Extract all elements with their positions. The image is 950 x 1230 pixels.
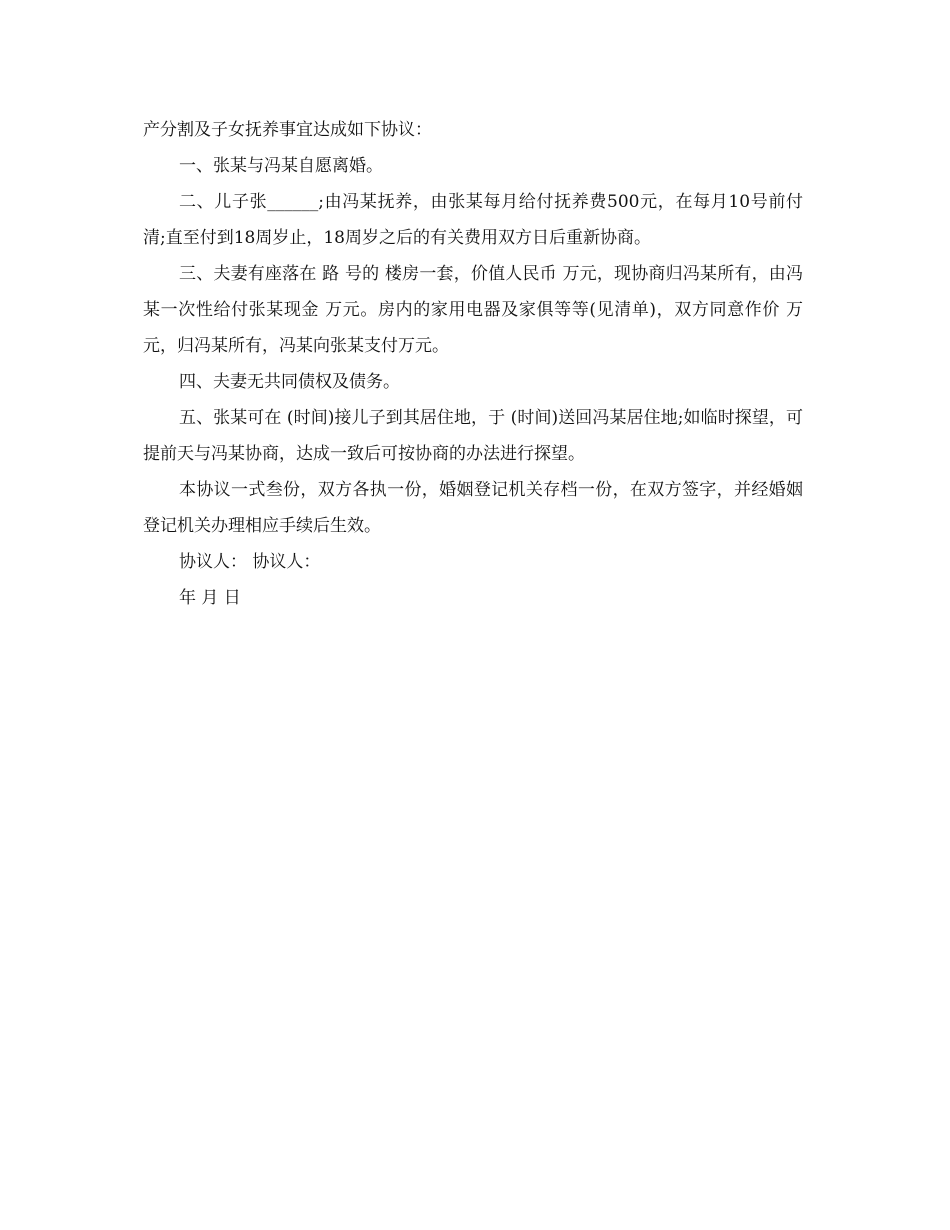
document-body <box>143 112 803 616</box>
paragraph-copies: 本协议一式叁份，双方各执一份，婚姻登记机关存档一份，在双方签字，并经婚姻登记机关办理相应手续后生效。 <box>143 480 803 536</box>
paragraph-clause-5: 五、张某可在 (时间)接儿子到其居住地，于 (时间)送回冯某居住地;如临时探望，可提前天与冯某协商，达成一致后可按协商的办法进行探望。 <box>143 408 803 464</box>
paragraph-clause-4: 四、夫妻无共同债权及债务。 <box>179 372 400 392</box>
paragraph-clause-2: 二、儿子张______;由冯某抚养，由张某每月给付抚养费500元，在每月10号前付清;直至付到18周岁止，18周岁之后的有关费用双方日后重新协商。 <box>143 192 803 248</box>
paragraph-clause-3: 三、夫妻有座落在 路 号的 楼房一套，价值人民币 万元，现协商归冯某所有，由冯某一次性给付张某现金 万元。房内的家用电器及家俱等等(见清单)，双方同意作价 万元，归冯某所有，冯某向张某支付万元。 <box>143 264 803 356</box>
date-line: 年 月 日 <box>179 588 241 608</box>
signature-line: 协议人： 协议人： <box>179 552 321 572</box>
paragraph-clause-1: 一、张某与冯某自愿离婚。 <box>179 156 383 176</box>
paragraph-intro: 产分割及子女抚养事宜达成如下协议： <box>143 120 432 140</box>
